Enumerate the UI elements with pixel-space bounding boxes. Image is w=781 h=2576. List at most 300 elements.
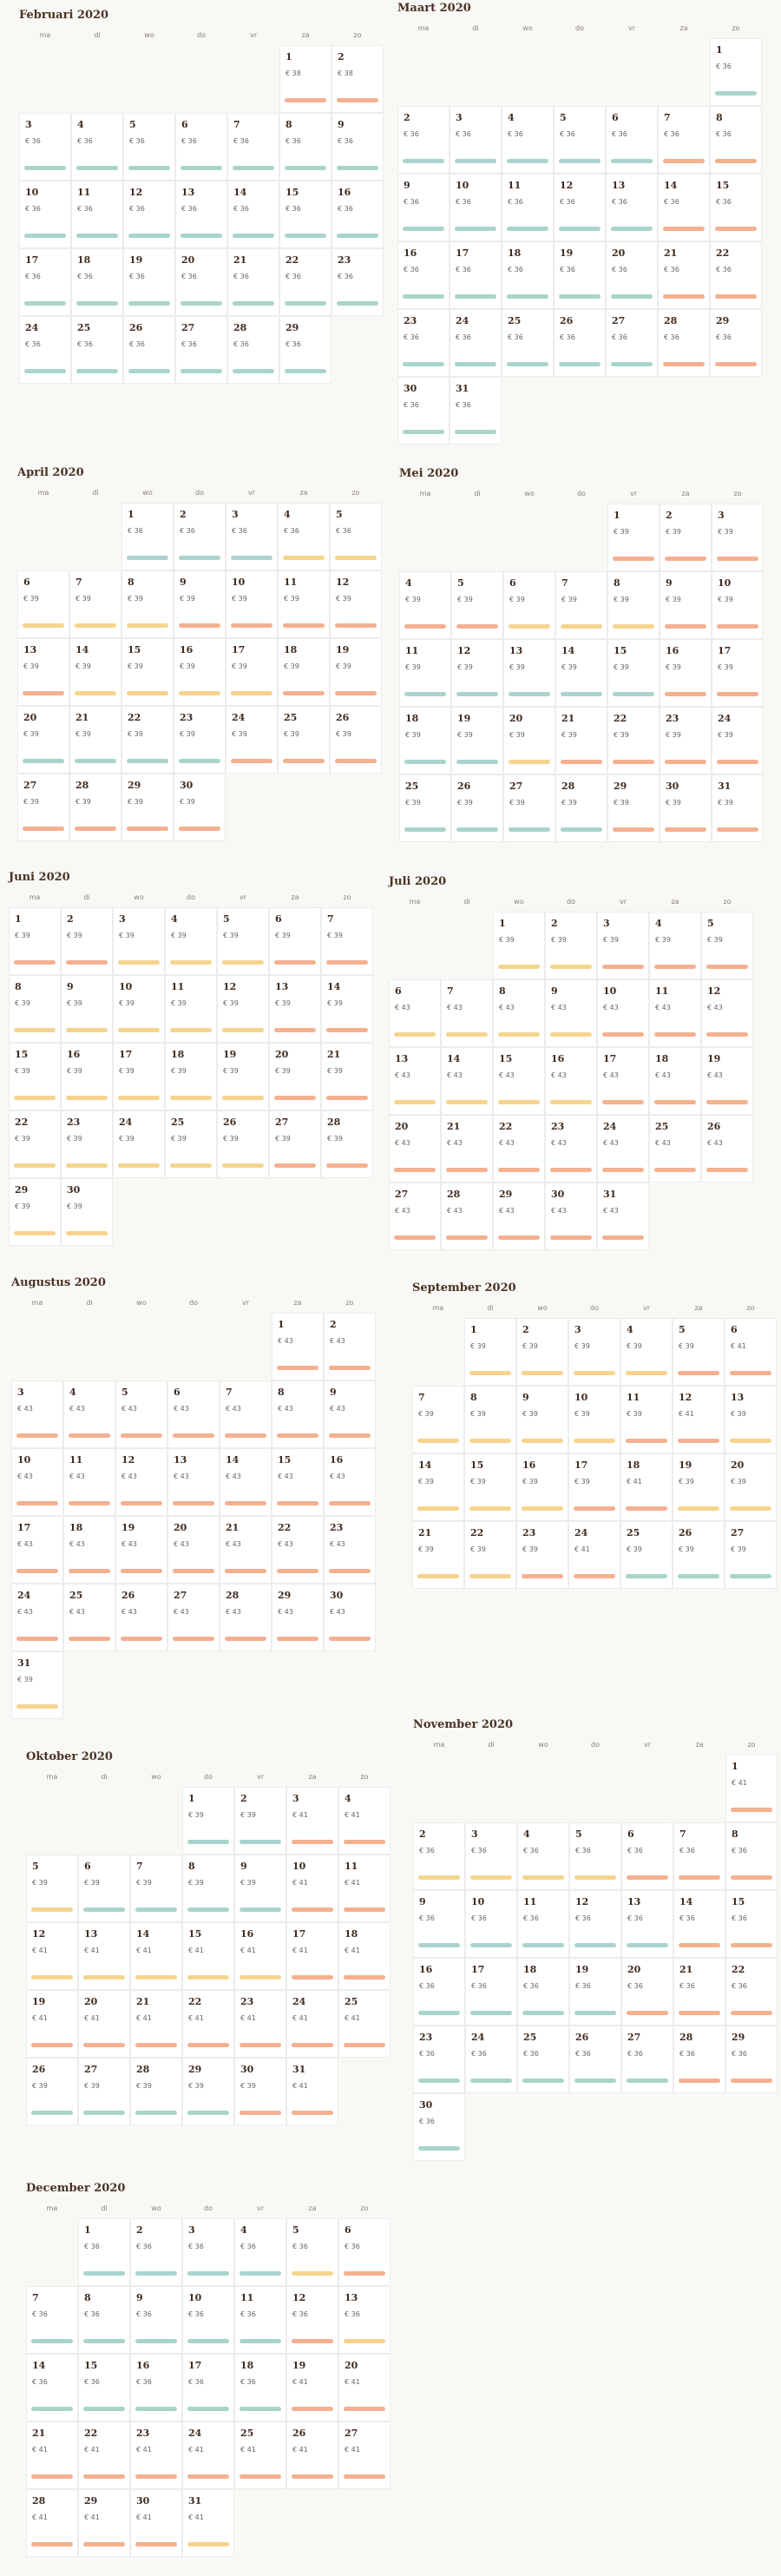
day-cell[interactable] (673, 1521, 725, 1589)
day-cell[interactable] (269, 1110, 321, 1178)
day-cell[interactable] (63, 1516, 115, 1584)
day-cell[interactable] (220, 1448, 272, 1516)
day-cell[interactable] (234, 1855, 286, 1922)
day-cell[interactable] (493, 1115, 545, 1183)
day-cell[interactable] (451, 707, 503, 774)
day-cell[interactable] (165, 1110, 217, 1178)
day-cell[interactable] (69, 638, 121, 706)
day-cell[interactable] (464, 1386, 516, 1453)
day-cell[interactable] (660, 504, 712, 571)
day-cell[interactable] (269, 975, 321, 1043)
day-cell[interactable] (174, 774, 226, 841)
day-cell[interactable] (660, 571, 712, 639)
day-cell[interactable] (660, 707, 712, 774)
day-cell[interactable] (710, 106, 762, 174)
day-cell[interactable] (130, 2286, 182, 2354)
day-cell[interactable] (569, 1890, 621, 1958)
day-cell[interactable] (217, 1043, 269, 1110)
day-cell[interactable] (621, 2026, 673, 2093)
day-cell[interactable] (554, 106, 606, 174)
day-cell[interactable] (9, 1178, 61, 1246)
day-cell[interactable] (545, 1115, 597, 1183)
day-cell[interactable] (113, 975, 165, 1043)
day-cell[interactable] (712, 639, 764, 707)
day-cell[interactable] (234, 2354, 286, 2421)
day-cell[interactable] (606, 106, 658, 174)
day-cell[interactable] (115, 1516, 167, 1584)
day-cell[interactable] (725, 1958, 778, 2026)
day-cell[interactable] (123, 316, 175, 384)
day-cell[interactable] (330, 503, 382, 570)
day-cell[interactable] (503, 774, 555, 842)
day-cell[interactable] (606, 309, 658, 377)
day-cell[interactable] (516, 1318, 568, 1386)
day-cell[interactable] (338, 2421, 390, 2489)
day-cell[interactable] (61, 1178, 113, 1246)
day-cell[interactable] (324, 1313, 376, 1380)
day-cell[interactable] (503, 639, 555, 707)
day-cell[interactable] (673, 2026, 725, 2093)
day-cell[interactable] (71, 181, 123, 248)
day-cell[interactable] (121, 570, 174, 638)
day-cell[interactable] (182, 2218, 234, 2286)
day-cell[interactable] (321, 975, 373, 1043)
day-cell[interactable] (503, 707, 555, 774)
day-cell[interactable] (673, 1453, 725, 1521)
day-cell[interactable] (217, 1110, 269, 1178)
day-cell[interactable] (121, 503, 174, 570)
day-cell[interactable] (182, 2421, 234, 2489)
day-cell[interactable] (597, 979, 649, 1047)
day-cell[interactable] (397, 377, 450, 445)
day-cell[interactable] (26, 2489, 78, 2557)
day-cell[interactable] (465, 2026, 517, 2093)
day-cell[interactable] (389, 1047, 441, 1115)
day-cell[interactable] (649, 1115, 701, 1183)
day-cell[interactable] (621, 1890, 673, 1958)
day-cell[interactable] (11, 1584, 63, 1651)
day-cell[interactable] (61, 1110, 113, 1178)
day-cell[interactable] (389, 1115, 441, 1183)
day-cell[interactable] (545, 1047, 597, 1115)
day-cell[interactable] (78, 2218, 130, 2286)
day-cell[interactable] (130, 2218, 182, 2286)
day-cell[interactable] (331, 45, 384, 113)
day-cell[interactable] (175, 113, 227, 181)
day-cell[interactable] (397, 309, 450, 377)
day-cell[interactable] (26, 2421, 78, 2489)
day-cell[interactable] (78, 2354, 130, 2421)
day-cell[interactable] (130, 2058, 182, 2125)
day-cell[interactable] (78, 1990, 130, 2058)
day-cell[interactable] (78, 2489, 130, 2557)
day-cell[interactable] (330, 570, 382, 638)
day-cell[interactable] (441, 1047, 493, 1115)
day-cell[interactable] (278, 570, 330, 638)
day-cell[interactable] (182, 1787, 234, 1855)
day-cell[interactable] (272, 1516, 324, 1584)
day-cell[interactable] (465, 1890, 517, 1958)
day-cell[interactable] (26, 1922, 78, 1990)
day-cell[interactable] (701, 912, 753, 979)
day-cell[interactable] (441, 979, 493, 1047)
day-cell[interactable] (607, 639, 660, 707)
day-cell[interactable] (324, 1584, 376, 1651)
day-cell[interactable] (269, 907, 321, 975)
day-cell[interactable] (658, 174, 710, 241)
day-cell[interactable] (413, 2026, 465, 2093)
day-cell[interactable] (26, 2058, 78, 2125)
day-cell[interactable] (130, 2421, 182, 2489)
day-cell[interactable] (649, 912, 701, 979)
day-cell[interactable] (279, 316, 331, 384)
day-cell[interactable] (673, 1386, 725, 1453)
day-cell[interactable] (413, 1890, 465, 1958)
day-cell[interactable] (272, 1448, 324, 1516)
day-cell[interactable] (286, 2286, 338, 2354)
day-cell[interactable] (234, 2058, 286, 2125)
day-cell[interactable] (269, 1043, 321, 1110)
day-cell[interactable] (607, 707, 660, 774)
day-cell[interactable] (451, 639, 503, 707)
day-cell[interactable] (330, 638, 382, 706)
day-cell[interactable] (413, 1958, 465, 2026)
day-cell[interactable] (226, 706, 278, 774)
day-cell[interactable] (545, 912, 597, 979)
day-cell[interactable] (19, 248, 71, 316)
day-cell[interactable] (710, 38, 762, 106)
day-cell[interactable] (712, 774, 764, 842)
day-cell[interactable] (338, 1787, 390, 1855)
day-cell[interactable] (338, 2218, 390, 2286)
day-cell[interactable] (607, 571, 660, 639)
day-cell[interactable] (286, 2354, 338, 2421)
day-cell[interactable] (69, 706, 121, 774)
day-cell[interactable] (545, 1183, 597, 1250)
day-cell[interactable] (71, 248, 123, 316)
day-cell[interactable] (725, 1822, 778, 1890)
day-cell[interactable] (517, 1958, 569, 2026)
day-cell[interactable] (220, 1584, 272, 1651)
day-cell[interactable] (279, 248, 331, 316)
day-cell[interactable] (321, 1110, 373, 1178)
day-cell[interactable] (412, 1521, 464, 1589)
day-cell[interactable] (167, 1584, 220, 1651)
day-cell[interactable] (331, 181, 384, 248)
day-cell[interactable] (182, 1990, 234, 2058)
day-cell[interactable] (63, 1380, 115, 1448)
day-cell[interactable] (17, 774, 69, 841)
day-cell[interactable] (569, 1958, 621, 2026)
day-cell[interactable] (26, 2354, 78, 2421)
day-cell[interactable] (227, 316, 279, 384)
day-cell[interactable] (182, 2058, 234, 2125)
day-cell[interactable] (330, 706, 382, 774)
day-cell[interactable] (227, 181, 279, 248)
day-cell[interactable] (660, 774, 712, 842)
day-cell[interactable] (399, 571, 451, 639)
day-cell[interactable] (234, 2286, 286, 2354)
day-cell[interactable] (130, 2489, 182, 2557)
day-cell[interactable] (113, 1043, 165, 1110)
day-cell[interactable] (399, 707, 451, 774)
day-cell[interactable] (279, 113, 331, 181)
day-cell[interactable] (324, 1380, 376, 1448)
day-cell[interactable] (517, 1890, 569, 1958)
day-cell[interactable] (278, 503, 330, 570)
day-cell[interactable] (450, 309, 502, 377)
day-cell[interactable] (464, 1318, 516, 1386)
day-cell[interactable] (710, 174, 762, 241)
day-cell[interactable] (272, 1380, 324, 1448)
day-cell[interactable] (701, 979, 753, 1047)
day-cell[interactable] (175, 248, 227, 316)
day-cell[interactable] (321, 907, 373, 975)
day-cell[interactable] (11, 1516, 63, 1584)
day-cell[interactable] (234, 1922, 286, 1990)
day-cell[interactable] (174, 503, 226, 570)
day-cell[interactable] (69, 774, 121, 841)
day-cell[interactable] (493, 912, 545, 979)
day-cell[interactable] (725, 1755, 778, 1822)
day-cell[interactable] (130, 2354, 182, 2421)
day-cell[interactable] (115, 1380, 167, 1448)
day-cell[interactable] (19, 316, 71, 384)
day-cell[interactable] (115, 1584, 167, 1651)
day-cell[interactable] (121, 638, 174, 706)
day-cell[interactable] (389, 979, 441, 1047)
day-cell[interactable] (493, 979, 545, 1047)
day-cell[interactable] (621, 1822, 673, 1890)
day-cell[interactable] (226, 503, 278, 570)
day-cell[interactable] (61, 907, 113, 975)
day-cell[interactable] (441, 1115, 493, 1183)
day-cell[interactable] (165, 1043, 217, 1110)
day-cell[interactable] (175, 316, 227, 384)
day-cell[interactable] (167, 1516, 220, 1584)
day-cell[interactable] (725, 1521, 777, 1589)
day-cell[interactable] (606, 174, 658, 241)
day-cell[interactable] (712, 571, 764, 639)
day-cell[interactable] (130, 1990, 182, 2058)
day-cell[interactable] (725, 2026, 778, 2093)
day-cell[interactable] (712, 707, 764, 774)
day-cell[interactable] (338, 2354, 390, 2421)
day-cell[interactable] (26, 2286, 78, 2354)
day-cell[interactable] (78, 2421, 130, 2489)
day-cell[interactable] (597, 1183, 649, 1250)
day-cell[interactable] (227, 113, 279, 181)
day-cell[interactable] (658, 241, 710, 309)
day-cell[interactable] (569, 2026, 621, 2093)
day-cell[interactable] (167, 1380, 220, 1448)
day-cell[interactable] (182, 2286, 234, 2354)
day-cell[interactable] (620, 1386, 673, 1453)
day-cell[interactable] (450, 174, 502, 241)
day-cell[interactable] (450, 106, 502, 174)
day-cell[interactable] (278, 638, 330, 706)
day-cell[interactable] (286, 2058, 338, 2125)
day-cell[interactable] (286, 2421, 338, 2489)
day-cell[interactable] (78, 2286, 130, 2354)
day-cell[interactable] (123, 113, 175, 181)
day-cell[interactable] (338, 1922, 390, 1990)
day-cell[interactable] (620, 1453, 673, 1521)
day-cell[interactable] (502, 241, 554, 309)
day-cell[interactable] (113, 907, 165, 975)
day-cell[interactable] (167, 1448, 220, 1516)
day-cell[interactable] (165, 907, 217, 975)
day-cell[interactable] (321, 1043, 373, 1110)
day-cell[interactable] (725, 1318, 777, 1386)
day-cell[interactable] (568, 1318, 620, 1386)
day-cell[interactable] (554, 309, 606, 377)
day-cell[interactable] (26, 1855, 78, 1922)
day-cell[interactable] (61, 1043, 113, 1110)
day-cell[interactable] (725, 1453, 777, 1521)
day-cell[interactable] (554, 241, 606, 309)
day-cell[interactable] (338, 2286, 390, 2354)
day-cell[interactable] (11, 1380, 63, 1448)
day-cell[interactable] (464, 1521, 516, 1589)
day-cell[interactable] (502, 309, 554, 377)
day-cell[interactable] (227, 248, 279, 316)
day-cell[interactable] (63, 1448, 115, 1516)
day-cell[interactable] (9, 1043, 61, 1110)
day-cell[interactable] (517, 1822, 569, 1890)
day-cell[interactable] (338, 1855, 390, 1922)
day-cell[interactable] (78, 1855, 130, 1922)
day-cell[interactable] (568, 1386, 620, 1453)
day-cell[interactable] (712, 504, 764, 571)
day-cell[interactable] (338, 1990, 390, 2058)
day-cell[interactable] (278, 706, 330, 774)
day-cell[interactable] (234, 2218, 286, 2286)
day-cell[interactable] (272, 1313, 324, 1380)
day-cell[interactable] (413, 2093, 465, 2161)
day-cell[interactable] (399, 774, 451, 842)
day-cell[interactable] (516, 1386, 568, 1453)
day-cell[interactable] (226, 638, 278, 706)
day-cell[interactable] (182, 2489, 234, 2557)
day-cell[interactable] (465, 1822, 517, 1890)
day-cell[interactable] (545, 979, 597, 1047)
day-cell[interactable] (121, 706, 174, 774)
day-cell[interactable] (130, 1855, 182, 1922)
day-cell[interactable] (502, 106, 554, 174)
day-cell[interactable] (451, 774, 503, 842)
day-cell[interactable] (26, 1990, 78, 2058)
day-cell[interactable] (9, 1110, 61, 1178)
day-cell[interactable] (17, 638, 69, 706)
day-cell[interactable] (451, 571, 503, 639)
day-cell[interactable] (701, 1047, 753, 1115)
day-cell[interactable] (19, 113, 71, 181)
day-cell[interactable] (17, 570, 69, 638)
day-cell[interactable] (182, 1922, 234, 1990)
day-cell[interactable] (78, 1922, 130, 1990)
day-cell[interactable] (450, 377, 502, 445)
day-cell[interactable] (286, 2218, 338, 2286)
day-cell[interactable] (165, 975, 217, 1043)
day-cell[interactable] (286, 1787, 338, 1855)
day-cell[interactable] (597, 912, 649, 979)
day-cell[interactable] (61, 975, 113, 1043)
day-cell[interactable] (658, 309, 710, 377)
day-cell[interactable] (324, 1448, 376, 1516)
day-cell[interactable] (286, 1922, 338, 1990)
day-cell[interactable] (725, 1890, 778, 1958)
day-cell[interactable] (397, 106, 450, 174)
day-cell[interactable] (597, 1115, 649, 1183)
day-cell[interactable] (234, 2421, 286, 2489)
day-cell[interactable] (9, 975, 61, 1043)
day-cell[interactable] (493, 1047, 545, 1115)
day-cell[interactable] (331, 113, 384, 181)
day-cell[interactable] (9, 907, 61, 975)
day-cell[interactable] (412, 1386, 464, 1453)
day-cell[interactable] (607, 504, 660, 571)
day-cell[interactable] (17, 706, 69, 774)
day-cell[interactable] (621, 1958, 673, 2026)
day-cell[interactable] (606, 241, 658, 309)
day-cell[interactable] (555, 707, 607, 774)
day-cell[interactable] (389, 1183, 441, 1250)
day-cell[interactable] (649, 979, 701, 1047)
day-cell[interactable] (71, 316, 123, 384)
day-cell[interactable] (569, 1822, 621, 1890)
day-cell[interactable] (71, 113, 123, 181)
day-cell[interactable] (701, 1115, 753, 1183)
day-cell[interactable] (121, 774, 174, 841)
day-cell[interactable] (516, 1453, 568, 1521)
day-cell[interactable] (217, 975, 269, 1043)
day-cell[interactable] (130, 1922, 182, 1990)
day-cell[interactable] (607, 774, 660, 842)
day-cell[interactable] (123, 248, 175, 316)
day-cell[interactable] (174, 638, 226, 706)
day-cell[interactable] (503, 571, 555, 639)
day-cell[interactable] (660, 639, 712, 707)
day-cell[interactable] (331, 248, 384, 316)
day-cell[interactable] (555, 774, 607, 842)
day-cell[interactable] (568, 1453, 620, 1521)
day-cell[interactable] (397, 174, 450, 241)
day-cell[interactable] (175, 181, 227, 248)
day-cell[interactable] (620, 1318, 673, 1386)
day-cell[interactable] (174, 570, 226, 638)
day-cell[interactable] (286, 1990, 338, 2058)
day-cell[interactable] (19, 181, 71, 248)
day-cell[interactable] (123, 181, 175, 248)
day-cell[interactable] (182, 1855, 234, 1922)
day-cell[interactable] (710, 309, 762, 377)
day-cell[interactable] (279, 45, 331, 113)
day-cell[interactable] (710, 241, 762, 309)
day-cell[interactable] (279, 181, 331, 248)
day-cell[interactable] (174, 706, 226, 774)
day-cell[interactable] (568, 1521, 620, 1589)
day-cell[interactable] (658, 106, 710, 174)
day-cell[interactable] (11, 1448, 63, 1516)
day-cell[interactable] (673, 1958, 725, 2026)
day-cell[interactable] (217, 907, 269, 975)
day-cell[interactable] (220, 1380, 272, 1448)
day-cell[interactable] (397, 241, 450, 309)
day-cell[interactable] (649, 1047, 701, 1115)
day-cell[interactable] (115, 1448, 167, 1516)
day-cell[interactable] (502, 174, 554, 241)
